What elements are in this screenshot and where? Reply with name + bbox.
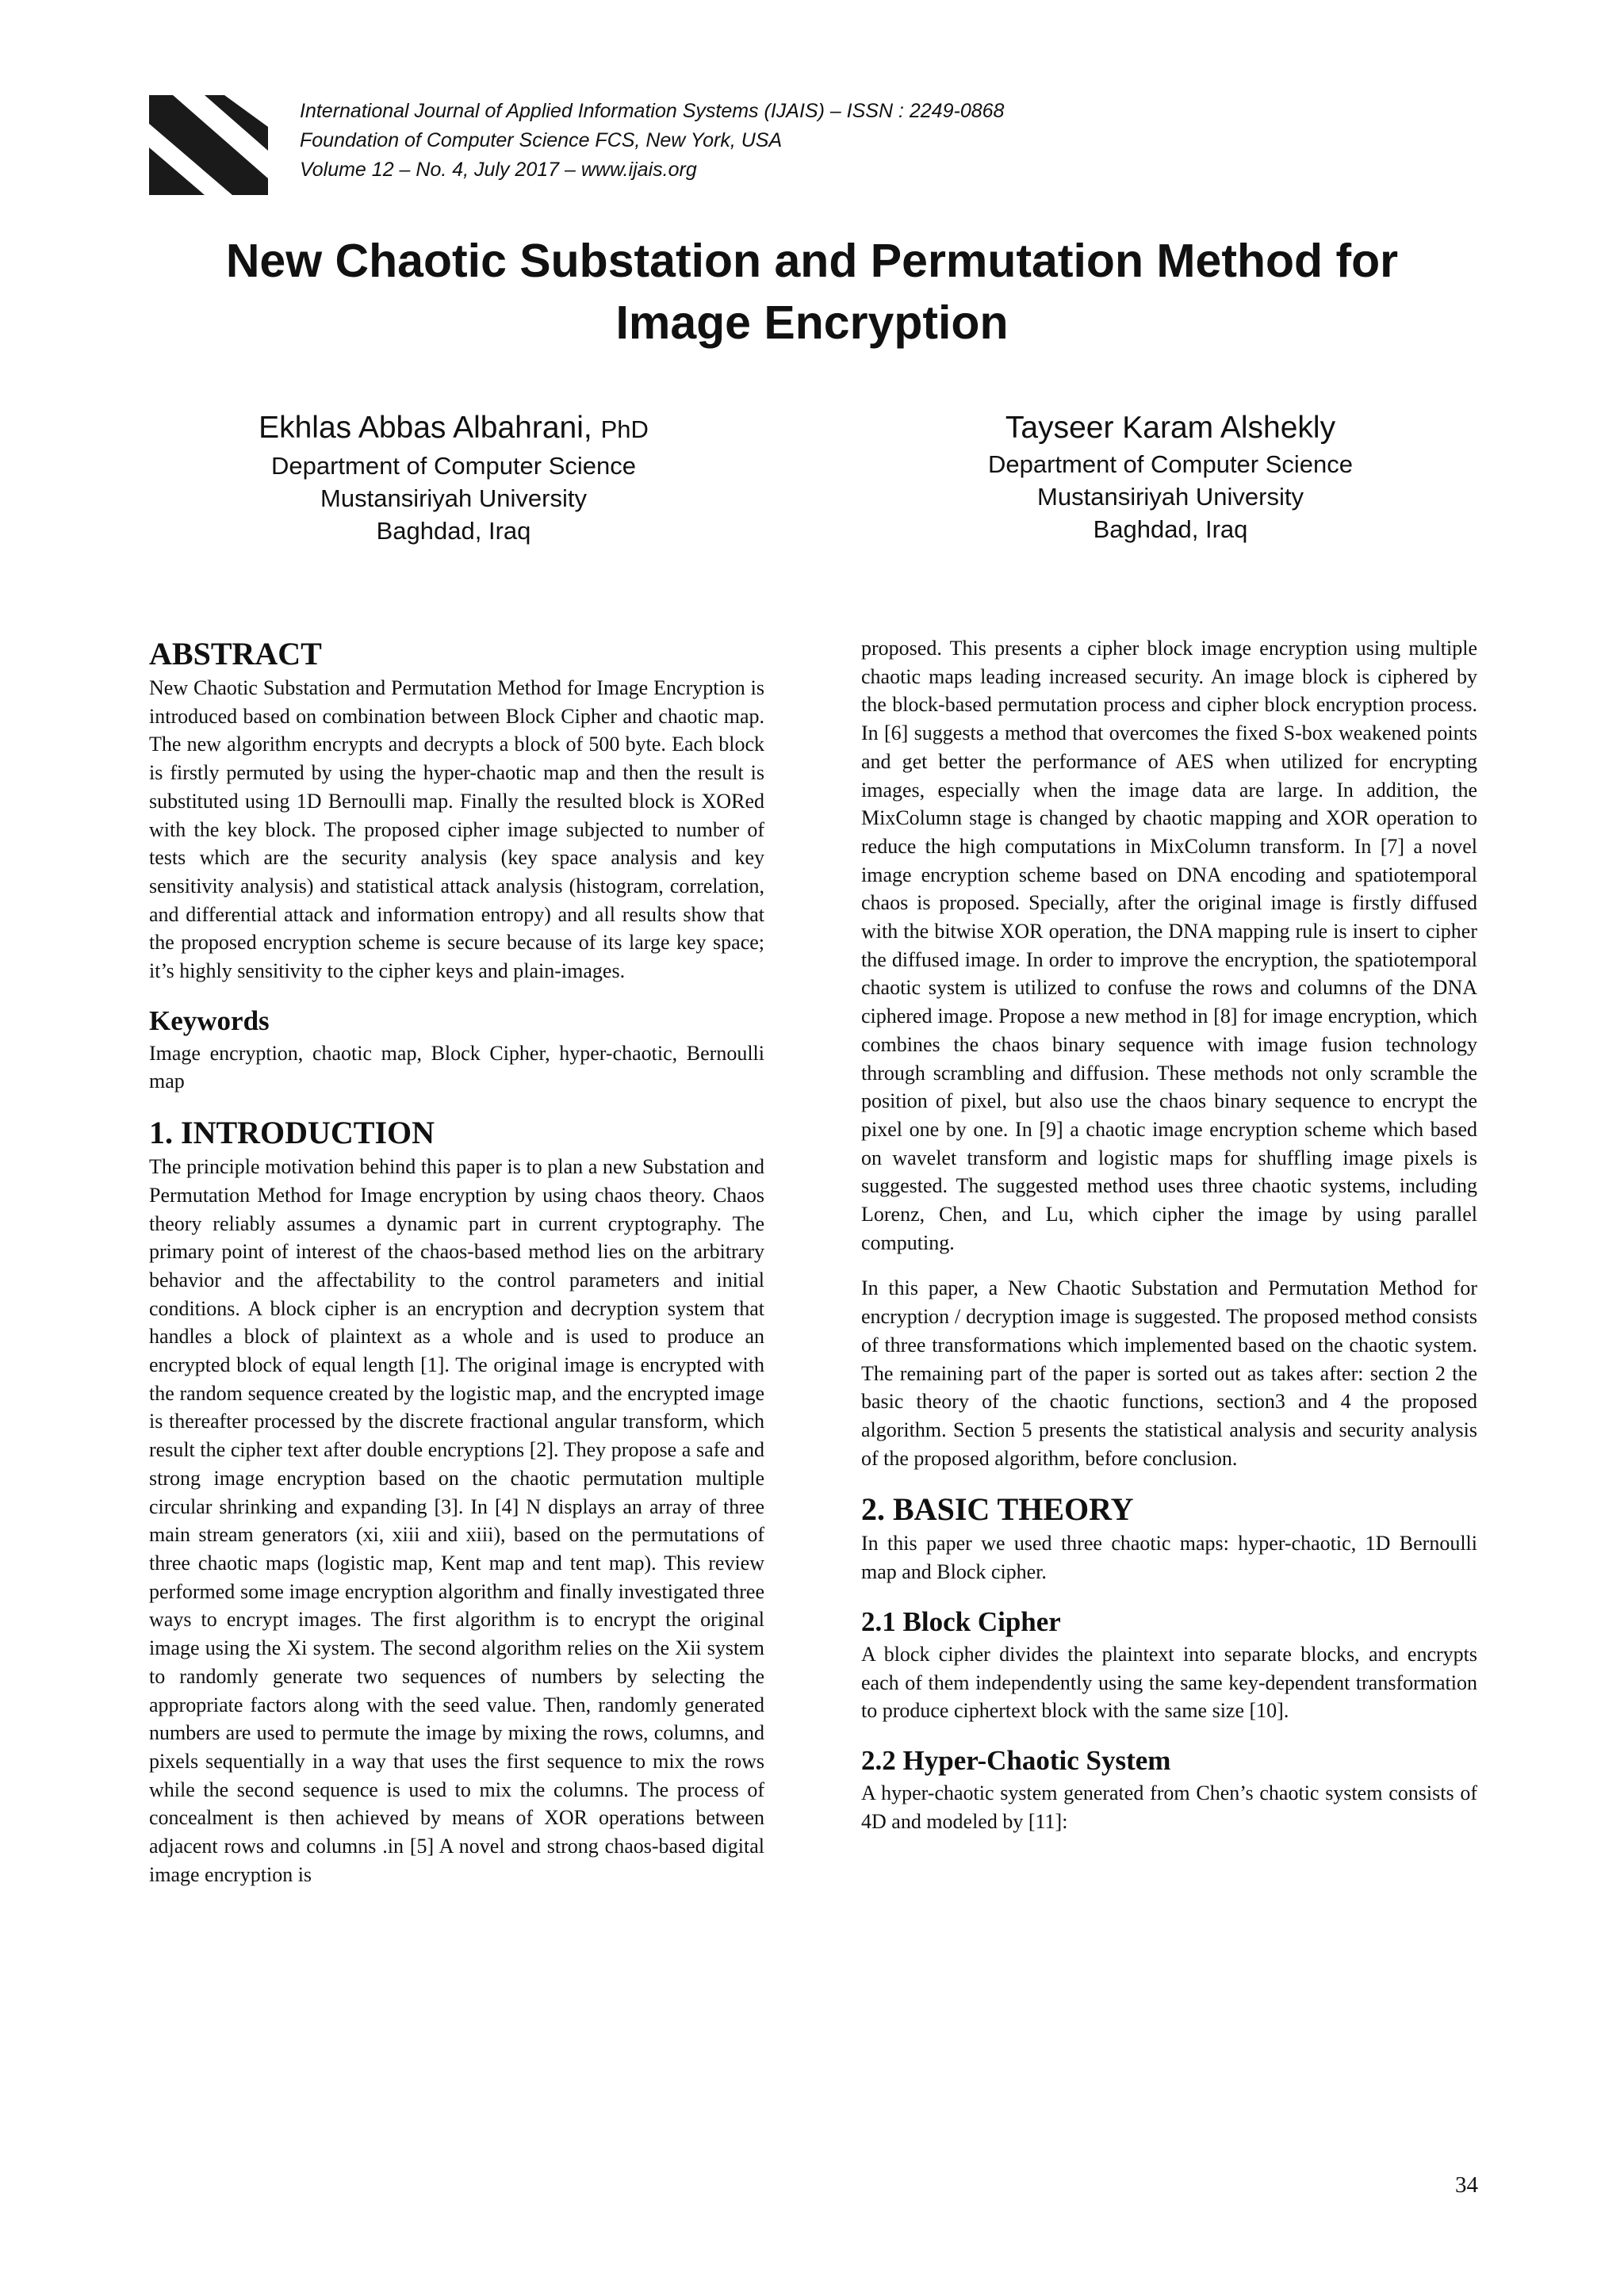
author-department: Department of Computer Science [987, 450, 1354, 478]
author-location: Baghdad, Iraq [1093, 515, 1248, 543]
block-cipher-heading: 2.1 Block Cipher [861, 1605, 1061, 1637]
basic-theory-text: In this paper we used three chaotic maps: hyper-chaotic, 1D Bernoulli map and Block cipher. [861, 1532, 1477, 1584]
author-name: Tayseer Karam Alshekly [1005, 411, 1336, 445]
right-column [861, 634, 1477, 1835]
block-cipher-text: A block cipher divides the plaintext into separate blocks, and encrypts each of them independently using the same key-dependent transformation to produce ciphertext block with the same size [10]. [861, 1642, 1477, 1723]
header-line-1: International Journal of Applied Information Systems (IJAIS) – ISSN : 2249-0868 [300, 100, 1005, 122]
left-column [149, 634, 764, 1888]
hyper-chaotic-text: A hyper-chaotic system generated from Chen’s chaotic system consists of 4D and modeled by [11]: [861, 1781, 1477, 1833]
introduction-heading: 1. INTRODUCTION [149, 1115, 435, 1151]
author-degree: PhD [600, 415, 649, 443]
author-university: Mustansiriyah University [320, 484, 587, 512]
keywords-text: Image encryption, chaotic map, Block Cipher, hyper-chaotic, Bernoulli map [149, 1041, 764, 1093]
journal-header [300, 97, 1004, 185]
journal-logo [149, 95, 268, 195]
abstract-heading: ABSTRACT [149, 636, 322, 672]
author-department: Department of Computer Science [270, 452, 637, 480]
author-block-1 [152, 408, 755, 547]
author-name: Ekhlas Abbas Albahrani, [259, 411, 592, 445]
abstract-text: New Chaotic Substation and Permutation Method for Image Encryption is introduced based on combination between Block Cipher and chaotic map. The new algorithm encrypts and decrypts a block of 500 byte. Each block is firstly permuted by using the hyper-chaotic map and then the result is substituted using 1D Bernoulli map. Finally the resulted block is XORed with the key block. The proposed cipher image subjected to number of tests which are the security analysis (key space analysis and key sensitivity analysis) and statistical attack analysis (histogram, correlation, and differential attack and information entropy) and all results show that the proposed encryption scheme is secure because of its large key space; it’s highly sensitivity to the cipher keys and plain-images. [149, 676, 764, 983]
basic-theory-heading: 2. BASIC THEORY [861, 1491, 1134, 1528]
header-line-2: Foundation of Computer Science FCS, New York, USA [300, 129, 783, 151]
hyper-chaotic-heading: 2.2 Hyper-Chaotic System [861, 1744, 1171, 1776]
paper-title [119, 230, 1505, 354]
title-line-1: New Chaotic Substation and Permutation Method for [225, 235, 1399, 287]
author-university: Mustansiriyah University [1037, 483, 1304, 511]
header-line-3: Volume 12 – No. 4, July 2017 – www.ijais.org [300, 159, 697, 181]
introduction-text-part-1: The principle motivation behind this paper is to plan a new Substation and Permutation Method for Image encryption by using chaos theory. Chaos theory reliably assumes a dynamic part in current cryptography. The primary point of interest of the chaos-based method lies on the arbitrary behavior and the affectability to the control parameters and initial conditions. A block cipher is an encryption and decryption system that handles a block of plaintext as a whole and is used to produce an encrypted block of equal length [1]. The original image is encrypted with the random sequence created by the logistic map, and the encrypted image is thereafter processed by the discrete fractional angular transform, which result the cipher text after double encryptions [2]. They propose a safe and strong image encryption based on the chaotic permutation multiple circular shrinking and expanding [3]. In [4] N displays an array of three main stream generators (xi, xiii and xiii), based on the permutations of three chaotic maps (logistic map, Kent map and tent map). This review performed some image encryption algorithm and finally investigated three ways to encrypt images. The first algorithm is to encrypt the original image using the Xi system. The second algorithm relies on the Xii system to randomly generate two sequences of numbers by selecting the appropriate factors along with the seed value. Then, randomly generated numbers are used to permute the image by mixing the rows, columns, and pixels sequentially in a way that uses the first sequence to mix the rows while the second sequence is used to mix the columns. The process of concealment is then achieved by means of XOR operations between adjacent rows and columns .in [5] A novel and strong chaos-based digital image encryption is [149, 1155, 764, 1886]
introduction-paragraph-2: In this paper, a New Chaotic Substation and Permutation Method for encryption / decryption image is suggested. The proposed method consists of three transformations which implemented based on the chaotic system. The remaining part of the paper is sorted out as takes after: section 2 the basic theory of the chaotic functions, section3 and 4 the proposed algorithm. Section 5 presents the statistical analysis and security analysis of the proposed algorithm, before conclusion. [861, 1276, 1477, 1470]
author-block-2 [869, 408, 1472, 545]
keywords-heading: Keywords [149, 1004, 270, 1036]
introduction-text-part-2: proposed. This presents a cipher block image encryption using multiple chaotic maps leading increased security. An image block is ciphered by the block-based permutation process and cipher block encryption process. In [6] suggests a method that overcomes the fixed S-box weakened points and get better the performance of AES when utilized for encrypting images, especially when the image data are large. In addition, the MixColumn stage is changed by chaotic mapping and XOR operation to reduce the high computations in MixColumn transform. In [7] a novel image encryption scheme based on DNA encoding and spatiotemporal chaos is proposed. Specially, after the original image is firstly diffused with the bitwise XOR operation, the DNA mapping rule is insert to cipher the diffused image. In order to improve the encryption, the spatiotemporal chaotic system is utilized to confuse the rows and columns of the DNA ciphered image. Propose a new method in [8] for image encryption, which combines the chaos binary sequence with image fusion technology through scrambling and diffusion. These methods not only scramble the position of pixel, but also use the chaos binary sequence to encrypt the pixel one by one. In [9] a chaotic image encryption scheme which based on wavelet transform and logistic maps for shuffling image pixels is suggested. The suggested method uses three chaotic systems, including Lorenz, Chen, and Lu, which cipher the image by using parallel computing. [861, 637, 1477, 1254]
author-location: Baghdad, Iraq [376, 517, 531, 545]
page-number: 34 [1455, 2172, 1478, 2198]
title-line-2: Image Encryption [615, 297, 1009, 349]
